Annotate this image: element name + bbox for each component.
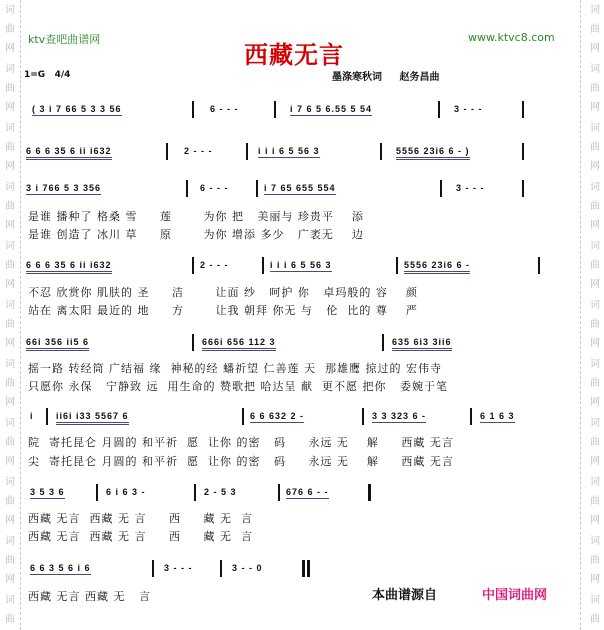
notes-measure-2: ii6i i33 5567 6 [56,411,129,425]
watermark-char: 网 [590,220,600,231]
watermark-char: 词 [5,536,15,547]
watermark-char: 网 [590,43,600,54]
watermark-char: 曲 [590,437,600,448]
notes-measure-3: i 7 6 5 6.55 5 54 [290,104,373,114]
watermark-char: 网 [590,456,600,467]
watermark-char: 网 [5,574,15,585]
barline [262,257,264,274]
watermark-char: 网 [590,161,600,172]
notes-measure-1: 6 6 6 35 6 ii i632 [26,260,112,274]
key-time-signature [24,70,70,80]
barline [538,257,540,274]
watermark-char: 词 [5,182,15,193]
watermark-char: 词 [5,64,15,75]
notes-measure-3: i i i 6 5 56 3 [258,146,320,156]
left-watermark-column [0,0,21,630]
barline [522,180,524,197]
watermark-char: 词 [590,418,600,429]
watermark-char: 网 [5,220,15,231]
lyrics-verse-1: 院 寄托昆仑 月圆的 和平祈 愿 让你 的密 码 永远 无 解 西藏 无言 [28,436,454,449]
watermark-char: 曲 [590,83,600,94]
notes-measure-3: i 7 65 655 554 [264,183,336,193]
notes-measure-4: 3 - - - [454,104,483,114]
watermark-char: 词 [590,241,600,252]
lyrics-verse-1: 西藏 无言 西藏 无 言 西 藏 无 言 [28,512,253,525]
barline [438,101,440,118]
lyrics-verse-2: 西藏 无言 西藏 无 言 西 藏 无 言 [28,530,253,543]
watermark-char: 词 [590,64,600,75]
barline [278,484,280,501]
key-signature: 1=G [24,70,46,80]
notes-measure-4: 5556 23i6 6 - ) [396,146,470,160]
notes-measure-1: i [30,411,34,421]
watermark-char: 词 [590,359,600,370]
barline [246,143,248,160]
watermark-char: 词 [590,300,600,311]
barline [186,180,188,197]
watermark-char: 网 [590,515,600,526]
barline [522,143,524,160]
watermark-char: 曲 [590,142,600,153]
watermark-char: 曲 [5,83,15,94]
barline [96,484,98,501]
barline [522,101,524,118]
watermark-char: 网 [590,397,600,408]
lyrics-verse-2: 只愿你 永保 宁静致 远 用生命的 赞歌把 哈达呈 献 更不愿 把你 委婉于笔 [28,380,448,393]
watermark-char: 网 [5,43,15,54]
notes-measure-3: i i i 6 5 56 3 [270,260,332,270]
watermark-char: 曲 [590,378,600,389]
barline [274,101,276,118]
notes-measure-4: 5556 23i6 6 - [404,260,470,274]
watermark-char: 曲 [5,378,15,389]
barline [152,560,154,577]
lyrics-verse-1: 不忍 欣赏你 肌肤的 圣 洁 让面 纱 呵护 你 卓玛般的 容 颜 [28,286,418,299]
watermark-char: 词 [5,5,15,16]
notes-measure-4: 3 - - - [456,183,485,193]
notes-measure-1: ( 3 i 7 66 5 3 3 56 [32,104,122,114]
watermark-char: 词 [590,477,600,488]
watermark-char: 词 [590,595,600,606]
barline [362,408,364,425]
watermark-char: 词 [5,477,15,488]
watermark-char: 网 [590,279,600,290]
notes-measure-1: 6 6 6 35 6 ii i632 [26,146,112,160]
watermark-char: 曲 [5,319,15,330]
barline [220,560,222,577]
barline [470,408,472,425]
notes-measure-3: 2 - 5 3 [204,487,237,497]
notes-measure-3: 635 6i3 3ii6 [392,337,452,351]
notes-measure-5: 6 1 6 3 [480,411,515,421]
watermark-char: 曲 [590,319,600,330]
watermark-char: 词 [5,241,15,252]
notes-measure-4: 676 6 - - [286,487,329,497]
notes-measure-1: 6 6 3 5 6 i 6 [30,563,91,573]
composer: 赵务昌曲 [399,72,440,83]
lyricist: 墨涤寒秋词 [332,72,382,83]
watermark-char: 词 [590,536,600,547]
watermark-char: 曲 [5,496,15,507]
notes-measure-2: 666i 656 112 3 [202,337,276,351]
barline [192,101,194,118]
watermark-char: 曲 [590,201,600,212]
barline [166,143,168,160]
repeat-end-barline [368,484,371,501]
notes-measure-2: 6 - - - [210,104,239,114]
watermark-char: 曲 [5,201,15,212]
barline [242,408,244,425]
watermark-char: 曲 [590,555,600,566]
source-site-name: 中国词曲网 [482,588,548,603]
watermark-char: 词 [590,182,600,193]
lyrics-verse-2: 尖 寄托昆仑 月圆的 和平祈 愿 让你 的密 码 永远 无 解 西藏 无言 [28,455,454,468]
notes-measure-3: 3 - - 0 [232,563,263,573]
right-watermark-column [580,0,604,630]
watermark-char: 曲 [5,437,15,448]
notes-measure-4: 3 3 323 6 - [372,411,427,421]
barline [380,143,382,160]
site-name-left: ktv查吧曲谱网 [28,33,101,46]
barline [46,408,48,425]
watermark-char: 曲 [5,24,15,35]
watermark-char: 词 [590,123,600,134]
watermark-char: 曲 [590,496,600,507]
final-barline [307,560,310,577]
credits [332,68,453,83]
watermark-char: 词 [5,595,15,606]
watermark-char: 曲 [590,24,600,35]
barline [194,484,196,501]
barline [382,334,384,351]
lyrics-verse-2: 是谁 创造了 冰川 草 原 为你 增添 多少 广袤无 边 [28,228,364,241]
lyrics-verse-1: 西藏 无言 西藏 无 言 [28,590,151,603]
watermark-char: 网 [5,456,15,467]
watermark-char: 网 [5,279,15,290]
watermark-char: 词 [5,359,15,370]
barline [192,334,194,351]
watermark-char: 网 [5,102,15,113]
watermark-char: 曲 [590,614,600,625]
watermark-char: 词 [590,5,600,16]
watermark-char: 曲 [5,555,15,566]
notes-measure-1: 3 5 3 6 [30,487,65,497]
song-title: 西藏无言 [244,40,344,69]
watermark-char: 网 [5,161,15,172]
watermark-char: 词 [5,300,15,311]
notes-measure-1: 66i 356 ii5 6 [26,337,89,351]
barline [192,257,194,274]
lyrics-verse-1: 摇一路 转经筒 广结福 缘 神秘的经 蟠祈望 仁善莲 天 那雄鹰 掠过的 宏伟寺 [28,362,442,375]
watermark-char: 网 [5,338,15,349]
watermark-char: 网 [590,338,600,349]
site-url: www.ktvc8.com [468,31,555,44]
watermark-char: 网 [5,397,15,408]
watermark-char: 曲 [5,142,15,153]
barline [440,180,442,197]
notes-measure-2: 3 - - - [164,563,193,573]
watermark-char: 网 [590,574,600,585]
notes-measure-2: 2 - - - [184,146,213,156]
final-barline [302,560,305,577]
lyrics-verse-2: 站在 离太阳 最近的 地 方 让我 朝拜 你无 与 伦 比的 尊 严 [28,304,418,317]
notes-measure-2: 6 - - - [200,183,229,193]
watermark-char: 词 [5,418,15,429]
barline [256,180,258,197]
barline [396,257,398,274]
notes-measure-3: 6 6 632 2 - [250,411,305,421]
lyrics-verse-1: 是谁 播种了 格桑 雪 莲 为你 把 美丽与 珍贵平 添 [28,210,364,223]
watermark-char: 曲 [590,260,600,271]
watermark-char: 网 [590,102,600,113]
watermark-char: 网 [5,515,15,526]
source-label: 本曲谱源自 [372,588,438,603]
notes-measure-2: 6 i 6 3 - [106,487,146,497]
notes-measure-1: 3 i 766 5 3 356 [26,183,102,193]
notes-measure-2: 2 - - - [200,260,229,270]
watermark-char: 词 [5,123,15,134]
watermark-char: 曲 [5,260,15,271]
time-signature: 4/4 [54,70,71,80]
watermark-char: 曲 [5,614,15,625]
